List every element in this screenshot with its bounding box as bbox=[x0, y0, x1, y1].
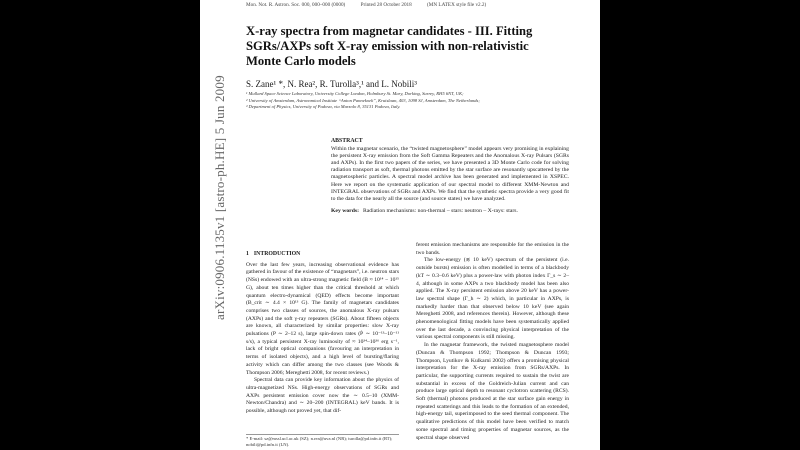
section-title: INTRODUCTION bbox=[253, 251, 301, 257]
section-heading bbox=[246, 251, 399, 259]
title-line: SGRs/AXPs soft X-ray emission with non-relativistic bbox=[246, 39, 529, 53]
affiliations bbox=[246, 91, 566, 111]
keywords-text: Radiation mechanisms: non-thermal – stars: neutron – X-rays: stars. bbox=[362, 207, 518, 214]
author-list: S. Zane¹ *, N. Rea², R. Turolla³,¹ and L. Nobili³ bbox=[246, 79, 417, 89]
affiliation: ¹ Mullard Space Science Laboratory, University College London, Holmbury St. Mary, Dorking, Surrey, RH5 6NT, UK; bbox=[246, 91, 464, 96]
arxiv-stamp: arXiv:0906.1135v1 [astro-ph.HE] 5 Jun 2009 bbox=[212, 75, 227, 320]
right-margin-background bbox=[600, 0, 800, 450]
title-line: X-ray spectra from magnetar candidates - III. Fitting bbox=[246, 24, 533, 38]
right-column bbox=[416, 242, 569, 442]
affiliation: ² University of Amsterdam, Astronomical Institute “Anton Pannekoek”, Kruislaan, 403, 1098 SJ, Amsterdam, The Netherlands; bbox=[246, 97, 480, 103]
keywords bbox=[331, 208, 569, 215]
title-line: Monte Carlo models bbox=[246, 54, 356, 68]
style-file-note: (MN LATEX style file v2.2) bbox=[427, 2, 487, 8]
left-margin-background bbox=[0, 0, 200, 450]
section-number: 1 bbox=[246, 251, 249, 257]
paragraph: The low-energy (≲ 10 keV) spectrum of the persistent (i.e. outside bursts) emission is often modelled in terms of a blackbody (kT ∼ 0.3–0.6 keV) plus a power-law with photon index Γ_s ∼ 2–4, although in some AXPs a two blackbody model has been also applied. The X-ray persistent emission above 20 keV has a power-law spectral shape (Γ_h ∼ 2) which, in particular in AXPs, is markedly harder than that observed below 10 keV (see again Mereghetti 2008, and references therein). However, although these phenomenological fitting models have been systematically applied over the last decade, a convincing physical interpretation of the various spectral components is still missing. bbox=[416, 257, 569, 341]
journal-citation: Mon. Not. R. Astron. Soc. 000, 000–000 (0000) bbox=[246, 2, 346, 8]
paragraph: Spectral data can provide key information about the physics of ultra-magnetized NSs. High-energy observations of SGRs and AXPs persistent emission cover now the ∼ 0.5–10 (XMM-Newton/Chandra) and ∼ 20–200 (INTEGRAL) keV bands. It is possible, although not proved yet, that dif- bbox=[246, 377, 399, 415]
email-footnote: * E-mail: sz@mssl.ucl.ac.uk (SZ); n.rea@uva.nl (NR); turolla@pd.infn.it (RT); nobili@pd.infn.it (LN). bbox=[246, 434, 399, 448]
affiliation: ³ Department of Physics, University of Padova, via Marzolo 8, 35131 Padova, Italy. bbox=[246, 104, 401, 110]
abstract-text: Within the magnetar scenario, the “twisted magnetosphere” model appears very promising in explaining the persistent X-ray emission from the Soft Gamma Repeaters and the Anomalous X-ray Pulsars (SGRs and AXPs). In the first two papers of the series, we have presented a 3D Monte Carlo code for solving radiation transport as soft, thermal photons emitted by the star surface are resonantly upscattered by the magnetospheric particles. A spectral model archive has been generated and implemented in XSPEC. Here we report on the systematic application of our spectral model to different XMM-Newton and INTEGRAL observations of SGRs and AXPs. We find that the synthetic spectra provide a very good fit to the data for the nearly all the source (and source states) we have analyzed. bbox=[331, 146, 569, 202]
printed-date: Printed 28 October 2018 bbox=[360, 2, 412, 8]
abstract-heading: ABSTRACT bbox=[331, 138, 363, 144]
running-head bbox=[246, 2, 596, 8]
paragraph: In the magnetar framework, the twisted magnetosphere model (Duncan & Thompson 1992; Thompson & Duncan 1993; Thompson, Lyutikov & Kulkarni 2002) offers a promising physical interpretation for the X-ray emission from SGRs/AXPs. In particular, the supporting currents required to sustain the twist are substantial in excess of the Goldreich-Julian current and can produce large optical depth to resonant cyclotron scattering (RCS). Soft (thermal) photons produced at the star surface gain energy in repeated scatterings and this leads to the formation of an extended, high-energy tail, superimposed to the seed thermal component. The qualitative predictions of this model have been verified to match some spectral and timing properties of magnetar sources, as the spectral shape observed bbox=[416, 342, 569, 441]
paragraph: ferent emission mechanisms are responsible for the emission in the two bands. bbox=[416, 242, 569, 256]
paragraph: Over the last few years, increasing observational evidence has gathered in favour of the existence of “magnetars”, i.e. neutron stars (NSs) endowed with an ultra-strong magnetic field (B ≈ 10¹⁴ − 10¹⁵ G), about ten times higher than the critical threshold at which quantum electro-dynamical (QED) effects become important (B_crit ∼ 4.4 × 10¹³ G). The family of magnetars candidates comprises two classes of sources, the anomalous X-ray pulsars (AXPs) and the soft γ-ray repeaters (SGRs). About fifteen objects are known, all characterized by similar properties: slow X-ray pulsations (P ∼ 2–12 s), large spin-down rates (Ṗ ∼ 10⁻¹³–10⁻¹¹ s/s), a typical persistent X-ray luminosity of ≈ 10³⁴–10³⁶ erg s⁻¹, lack of bright optical companions (favouring an interpretation in terms of isolated objects), and a high level of bursting/flaring activity which can differ among the two classes (see Woods & Thompson 2006; Mereghetti 2008, for recent reviews.) bbox=[246, 261, 399, 376]
keywords-label: Key words: bbox=[331, 207, 359, 214]
paper-page bbox=[200, 0, 600, 450]
paper-title bbox=[246, 24, 566, 69]
abstract-block bbox=[331, 138, 569, 215]
left-column bbox=[246, 251, 399, 416]
